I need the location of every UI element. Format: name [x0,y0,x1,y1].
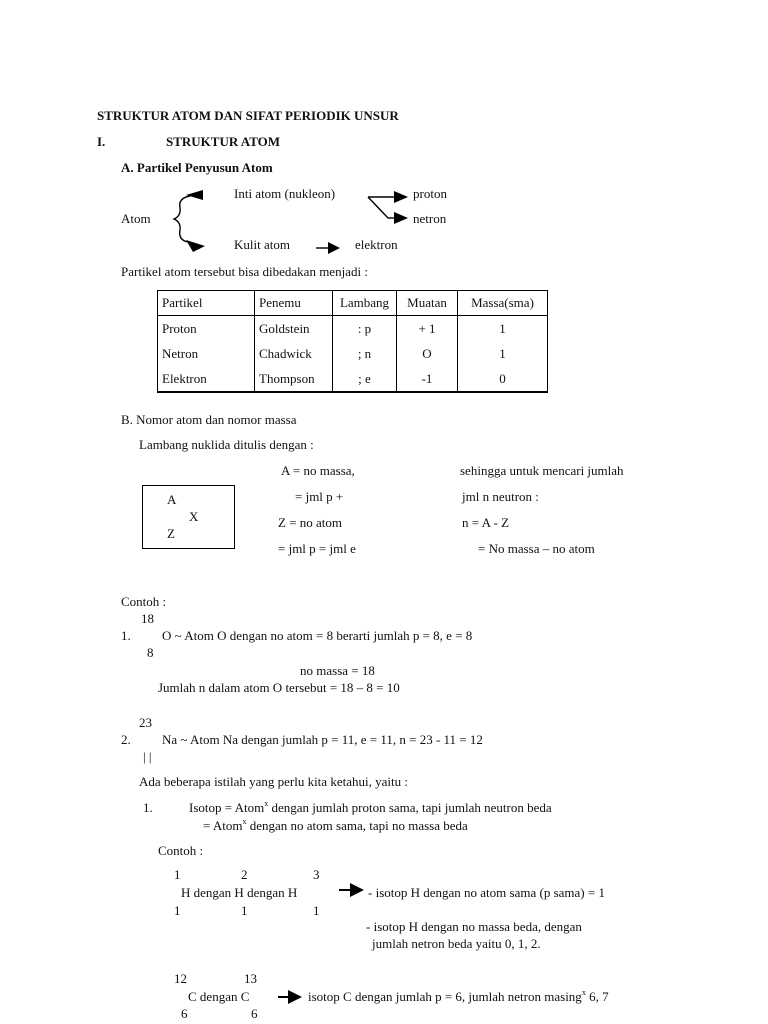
h2-atomic: 1 [241,903,248,918]
nuklida-intro: Lambang nuklida ditulis dengan : [139,437,314,452]
ex1-atomic-number: 8 [147,645,154,660]
table-row [158,316,548,342]
diagram-kulit-label: Kulit atom [234,237,290,252]
nuklida-mass-symbol: A [167,492,177,507]
table-cell: Thompson [255,366,333,392]
c13-atomic: 6 [251,1006,258,1021]
table-cell: O [397,341,458,366]
table-cell: ; n [333,341,397,366]
table-cell: 1 [458,316,548,342]
table-cell: Goldstein [255,316,333,342]
arrow-netron-head [394,212,408,224]
h1-mass: 1 [174,867,181,882]
ex2-number: 2. [121,732,131,747]
diagram-elektron-label: elektron [355,237,398,252]
arrow-h-head [350,883,364,897]
table-header-cell: Penemu [255,291,333,316]
table-row [158,341,548,366]
brace-shape [174,196,190,242]
table-cell: 0 [458,366,548,392]
c12-mass: 12 [174,971,187,986]
arrow-proton-head [394,191,408,203]
eq-right-3: n = A - Z [462,515,510,530]
nuklida-atomic-symbol: Z [167,526,175,541]
table-cell: Proton [158,316,255,342]
h-isotopes-line: H dengan H dengan H [181,885,298,900]
table-cell: -1 [397,366,458,392]
eq-left-3: Z = no atom [278,515,343,530]
section-title: STRUKTUR ATOM [166,134,281,149]
c13-mass: 13 [244,971,257,986]
ex1-massa: no massa = 18 [300,663,375,678]
diagram-proton-label: proton [413,186,447,201]
section-number: I. [97,134,106,149]
c-isotopes-line: C dengan C [188,989,250,1004]
table-cell: Chadwick [255,341,333,366]
isotop-def-1: Isotop = Atom$^x$ dengan jumlah proton sama, tapi jumlah neutron beda [189,799,552,815]
ex1-number: 1. [121,628,131,643]
table-cell: : p [333,316,397,342]
istilah-intro: Ada beberapa istilah yang perlu kita ketahui, yaitu : [139,774,408,789]
c12-atomic: 6 [181,1006,188,1021]
table-row [158,366,548,392]
particle-table [157,290,548,393]
table-header-cell: Massa(sma) [458,291,548,316]
eq-left-2: = jml p + [295,489,344,504]
eq-right-1: sehingga untuk mencari jumlah [460,463,624,478]
table-header-row [158,291,548,316]
h2-mass: 2 [241,867,248,882]
h-note-2: - isotop H dengan no massa beda, dengan [366,919,582,934]
ex1-text: O ~ Atom O dengan no atom = 8 berarti jumlah p = 8, e = 8 [162,628,473,643]
table-header-cell: Lambang [333,291,397,316]
table-cell: Netron [158,341,255,366]
eq-left-4: = jml p = jml e [278,541,356,556]
eq-right-4: = No massa – no atom [478,541,595,556]
c-note: isotop C dengan jumlah p = 6, jumlah netron masing$^x$ 6, 7 [308,988,609,1004]
diagram-netron-label: netron [413,211,447,226]
ex2-mass-number: 23 [139,715,152,730]
table-cell: Elektron [158,366,255,392]
subsection-b-title: B. Nomor atom dan nomor massa [121,412,297,427]
table-cell: 1 [458,341,548,366]
contoh-label: Contoh : [121,594,167,609]
table-header-cell: Partikel [158,291,255,316]
ex1-jumlah: Jumlah n dalam atom O tersebut = 18 – 8 = 10 [158,680,400,695]
ex1-mass-number: 18 [141,611,154,626]
contoh2-label: Contoh : [158,843,204,858]
table-cell: ; e [333,366,397,392]
h-note-3: jumlah netron beda yaitu 0, 1, 2. [372,936,541,951]
arrow-down-head [186,240,205,252]
nuklida-element-symbol: X [189,509,199,524]
eq-left-1: A = no massa, [281,463,355,478]
partikel-intro: Partikel atom tersebut bisa dibedakan menjadi : [121,264,368,279]
table-header-cell: Muatan [397,291,458,316]
arrow-c-head [288,990,302,1004]
subsection-a-title: A. Partikel Penyusun Atom [121,160,273,175]
diagram-inti-label: Inti atom (nukleon) [234,186,336,201]
isotop-def-2: = Atom$^x$ dengan no atom sama, tapi no massa beda [203,817,468,833]
h3-atomic: 1 [313,903,320,918]
eq-right-2: jml n neutron : [462,489,539,504]
h3-mass: 3 [313,867,320,882]
document-title: STRUKTUR ATOM DAN SIFAT PERIODIK UNSUR [97,108,399,123]
ex2-atomic-number: | | [143,749,152,764]
arrow-elektron-head [328,242,340,254]
diagram-atom-label: Atom [121,211,151,226]
isotop-number: 1. [143,800,153,815]
h1-atomic: 1 [174,903,181,918]
arrow-up-head [186,190,203,200]
h-note-1: - isotop H dengan no atom sama (p sama) = 1 [368,885,605,900]
table-cell: + 1 [397,316,458,342]
ex2-text: Na ~ Atom Na dengan jumlah p = 11, e = 11, n = 23 - 11 = 12 [162,732,483,747]
